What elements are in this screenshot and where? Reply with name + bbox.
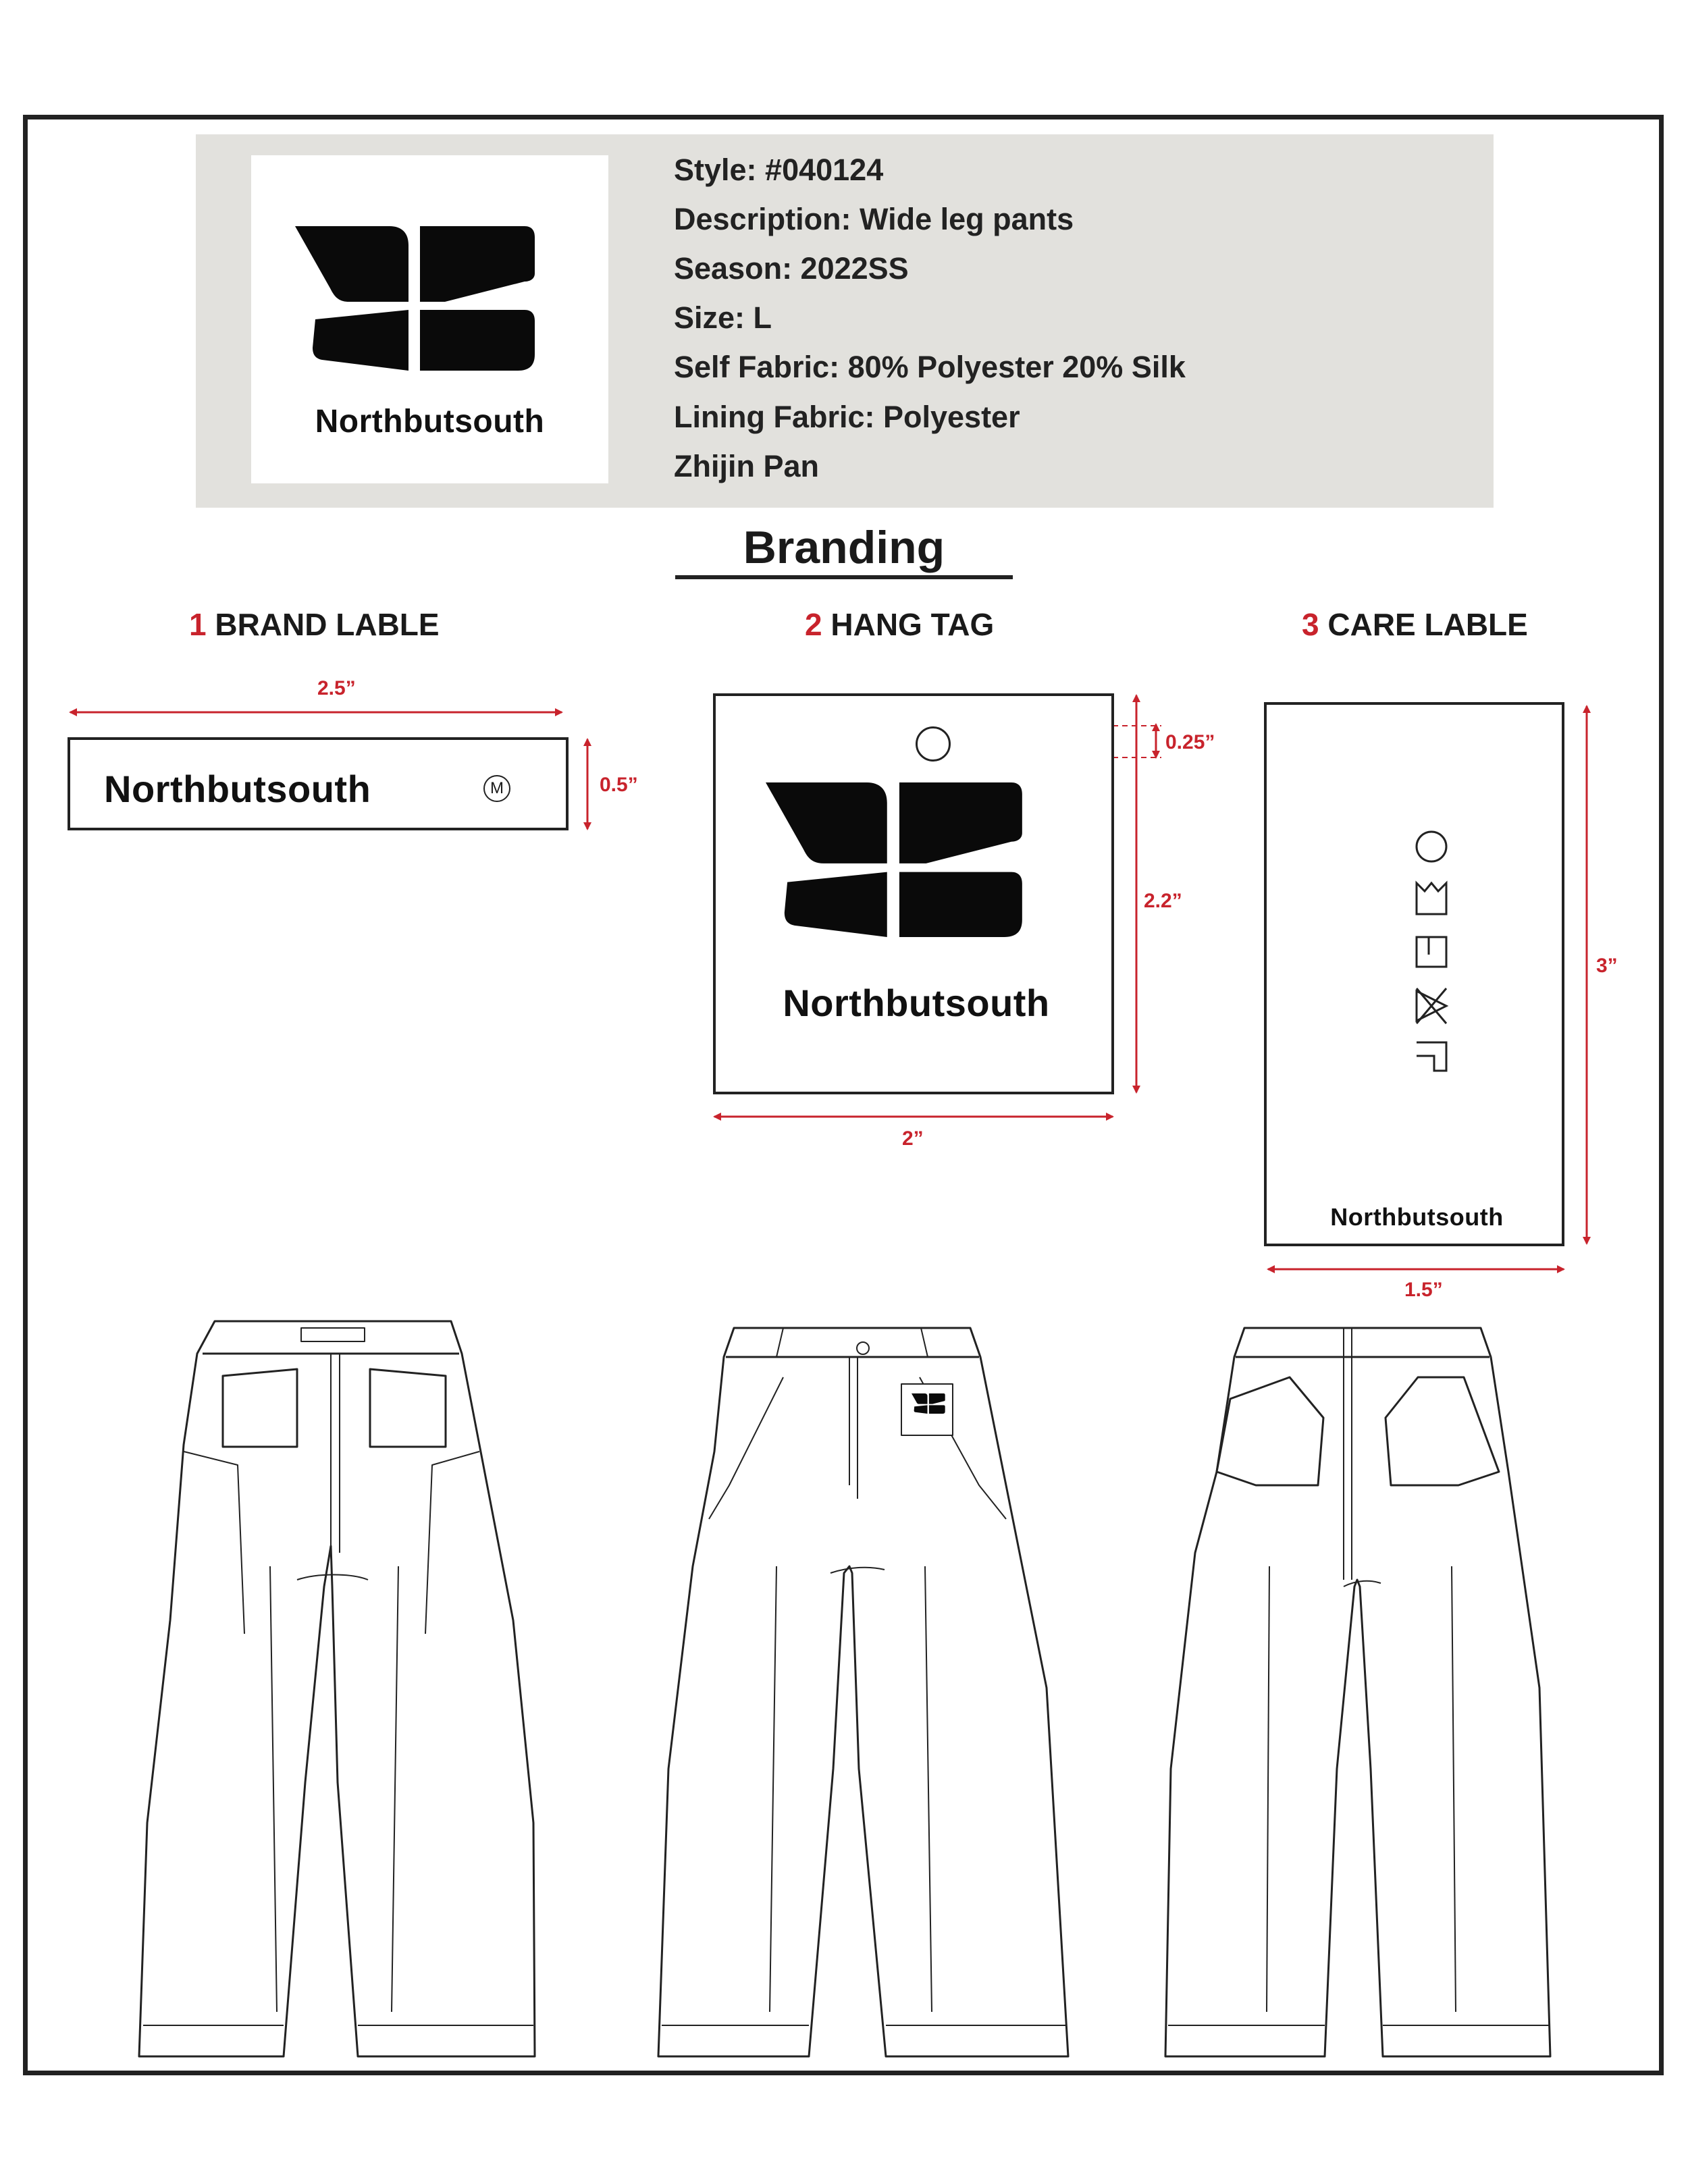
care-label-wordmark: Northbutsouth	[1330, 1203, 1504, 1231]
care-label-height: 3”	[1596, 955, 1618, 977]
hang-tag-hole-dimension: 0.25”	[1165, 731, 1215, 753]
hang-tag-height: 2.2”	[1144, 890, 1182, 912]
section-name: HANG TAG	[830, 607, 995, 642]
spec-style: Style: #040124	[674, 153, 884, 187]
section-name: CARE LABLE	[1327, 607, 1528, 642]
section-number: 3	[1302, 607, 1319, 642]
hang-tag-wordmark: Northbutsouth	[783, 982, 1050, 1024]
spec-designer: Zhijin Pan	[674, 449, 820, 483]
logo-wordmark: Northbutsouth	[315, 404, 545, 440]
spec-size: Size: L	[674, 300, 772, 335]
size-mark: M	[483, 775, 510, 802]
brand-label-text: Northbutsouth	[104, 768, 371, 810]
section-name: BRAND LABLE	[215, 607, 440, 642]
spec-self-fabric: Self Fabric: 80% Polyester 20% Silk	[674, 350, 1186, 384]
spec-description: Description: Wide leg pants	[674, 202, 1074, 236]
brand-label-height: 0.5”	[600, 774, 638, 796]
pants-back-pocket-view	[1165, 1328, 1550, 2056]
brand-label-width: 2.5”	[317, 677, 356, 699]
pants-back-view	[139, 1321, 535, 2056]
pants-front-view	[658, 1328, 1068, 2056]
section-number: 2	[805, 607, 822, 642]
page-title: Branding	[743, 522, 945, 573]
spec-lining-fabric: Lining Fabric: Polyester	[674, 400, 1020, 434]
care-label-width: 1.5”	[1404, 1279, 1443, 1301]
hang-tag-width: 2”	[902, 1127, 924, 1150]
spec-season: Season: 2022SS	[674, 251, 909, 286]
section-number: 1	[189, 607, 207, 642]
